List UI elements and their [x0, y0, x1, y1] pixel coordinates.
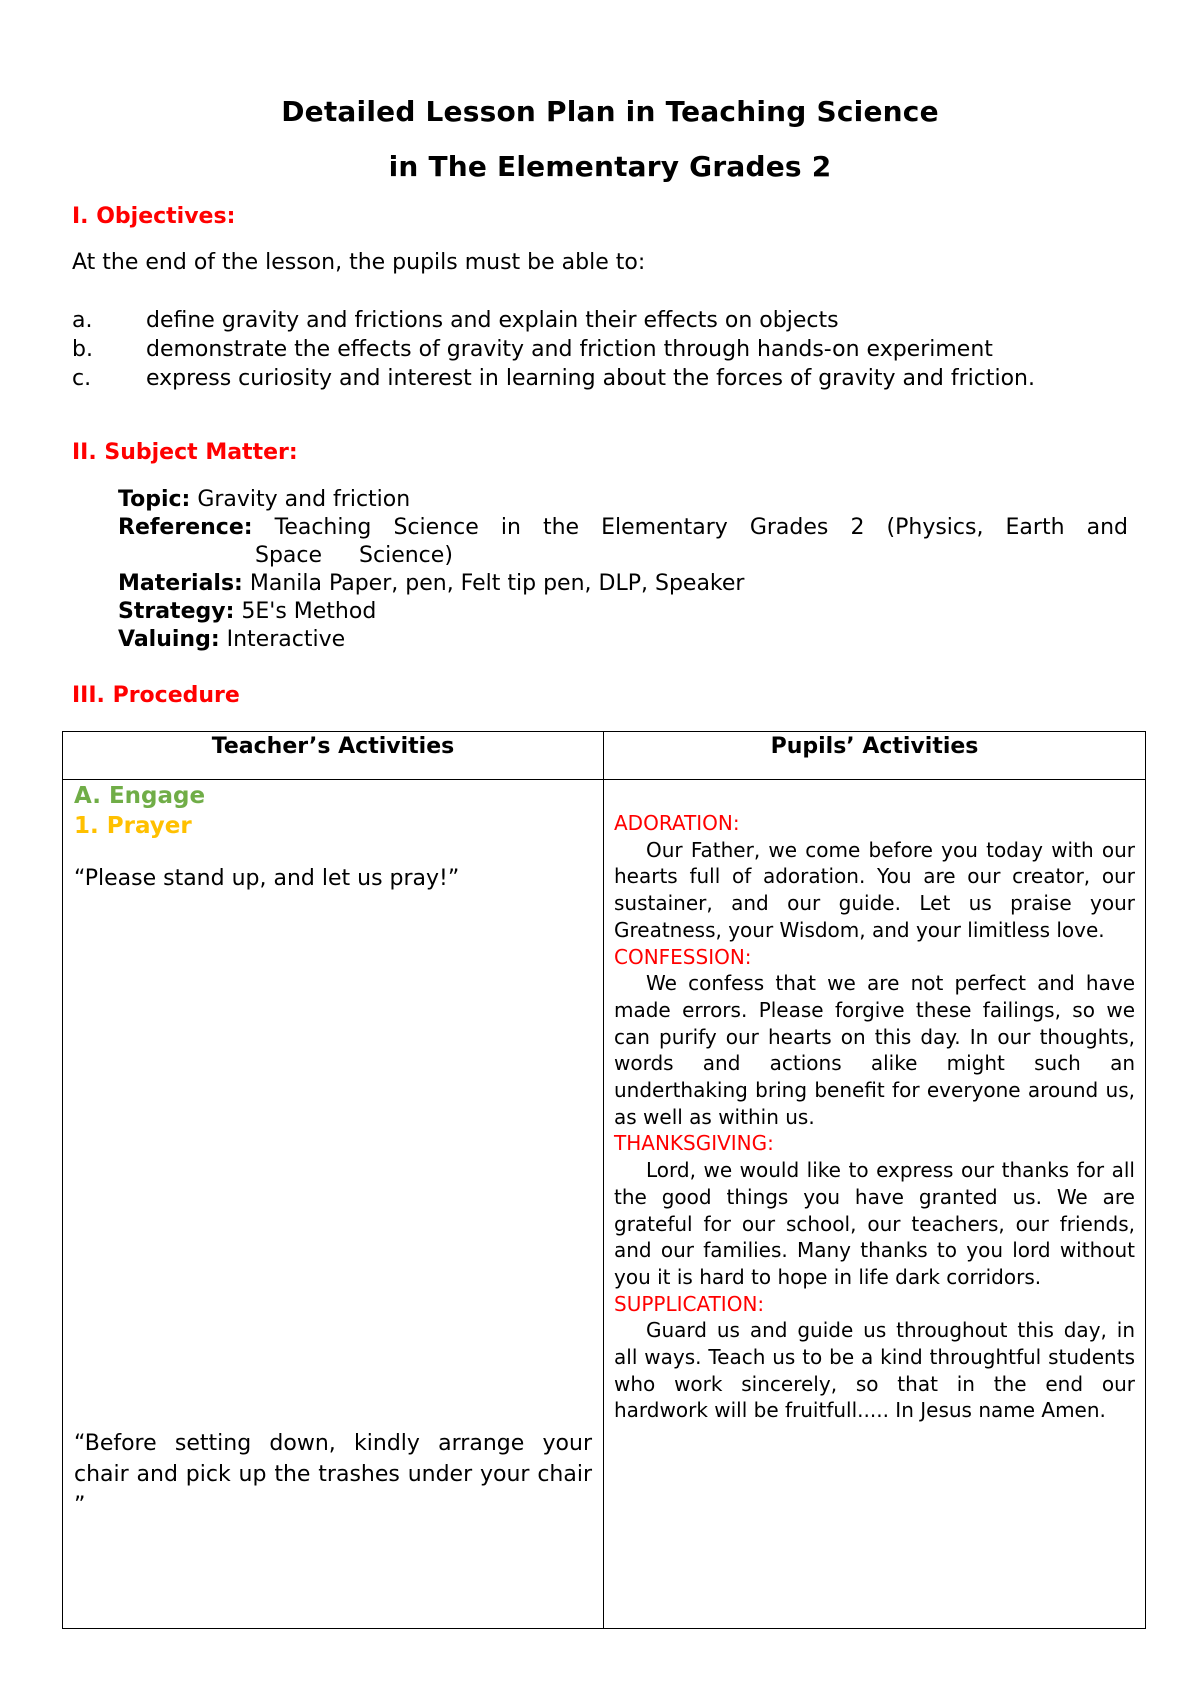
confession-text: We confess that we are not perfect and have made errors. Please forgive these failings, so we can purify our hearts on this day. In our thoughts, words and actions alike might such an underthaking bring benefit for everyone around us, as well as within us. — [614, 971, 1135, 1129]
subject-matter-heading: II. Subject Matter: — [72, 440, 298, 465]
strategy-line — [118, 598, 1128, 626]
prayer-heading: 1. Prayer — [74, 813, 192, 839]
list-item-letter: a. — [72, 308, 93, 333]
teacher-quote-arrange: “Before setting down, kindly arrange your chair and pick up the trashes under your chair ” — [74, 1431, 592, 1518]
pupils-prayer — [614, 810, 1135, 1424]
topic-label: Topic: — [118, 487, 191, 512]
valuing-value: Interactive — [219, 627, 346, 652]
objectives-list — [72, 306, 1152, 393]
list-item — [72, 335, 1152, 364]
pupils-activities-header: Pupils’ Activities — [770, 734, 979, 759]
list-item-letter: c. — [72, 366, 92, 391]
materials-value: Manila Paper, pen, Felt tip pen, DLP, Speaker — [242, 571, 745, 596]
teacher-quote-pray: “Please stand up, and let us pray!” — [74, 866, 460, 891]
strategy-value: 5E's Method — [234, 599, 377, 624]
supplication-text: Guard us and guide us throughout this day, in all ways. Teach us to be a kind throughtful students who work sincerely, so that in the end our hardwork will be fruitfull..... In Jesus name Amen. — [614, 1318, 1135, 1423]
list-item — [72, 364, 1152, 393]
reference-line — [118, 514, 1128, 542]
list-item-letter: b. — [72, 337, 93, 362]
list-item-text: demonstrate the effects of gravity and friction through hands-on experiment — [146, 337, 993, 362]
reference-line-cont: Space Science) — [255, 543, 453, 568]
strategy-label: Strategy: — [118, 599, 235, 624]
table-header-divider — [63, 779, 1145, 780]
confession-label: CONFESSION: — [614, 944, 752, 969]
document-title-line2: in The Elementary Grades 2 — [388, 150, 832, 183]
engage-heading: A. Engage — [74, 783, 206, 809]
adoration-text: Our Father, we come before you today with our hearts full of adoration. You are our creator, our sustainer, and our guide. Let us praise your Greatness, your Wisdom, and your limitless love. — [614, 837, 1135, 942]
list-item-text: define gravity and frictions and explain their effects on objects — [146, 308, 839, 333]
list-item-text: express curiosity and interest in learning about the forces of gravity and friction. — [146, 366, 1035, 391]
valuing-line — [118, 626, 1128, 654]
procedure-heading: III. Procedure — [72, 683, 240, 708]
table-column-divider — [603, 732, 604, 1628]
materials-label: Materials: — [118, 571, 243, 596]
objectives-heading: I. Objectives: — [72, 204, 236, 229]
topic-line — [118, 486, 1128, 514]
adoration-label: ADORATION: — [614, 811, 740, 835]
thanksgiving-text: Lord, we would like to express our thanks for all the good things you have granted us. We are grateful for our school, our teachers, our friends, and our families. Many thanks to you lord without you it is hard to hope in life dark corridors. — [614, 1158, 1135, 1289]
teacher-activities-header: Teacher’s Activities — [211, 734, 455, 759]
materials-line — [118, 570, 1128, 598]
thanksgiving-label: THANKSGIVING: — [614, 1131, 774, 1156]
supplication-label: SUPPLICATION: — [614, 1291, 765, 1316]
topic-value: Gravity and friction — [190, 487, 411, 512]
reference-label: Reference: — [118, 515, 253, 540]
document-title-line1: Detailed Lesson Plan in Teaching Science — [281, 95, 939, 128]
valuing-label: Valuing: — [118, 627, 220, 652]
procedure-table — [62, 731, 1146, 1629]
list-item — [72, 306, 1152, 335]
reference-value: Teaching Science in the Elementary Grades 2 (Physics, Earth and — [252, 515, 1128, 540]
objectives-intro: At the end of the lesson, the pupils must be able to: — [72, 250, 646, 275]
